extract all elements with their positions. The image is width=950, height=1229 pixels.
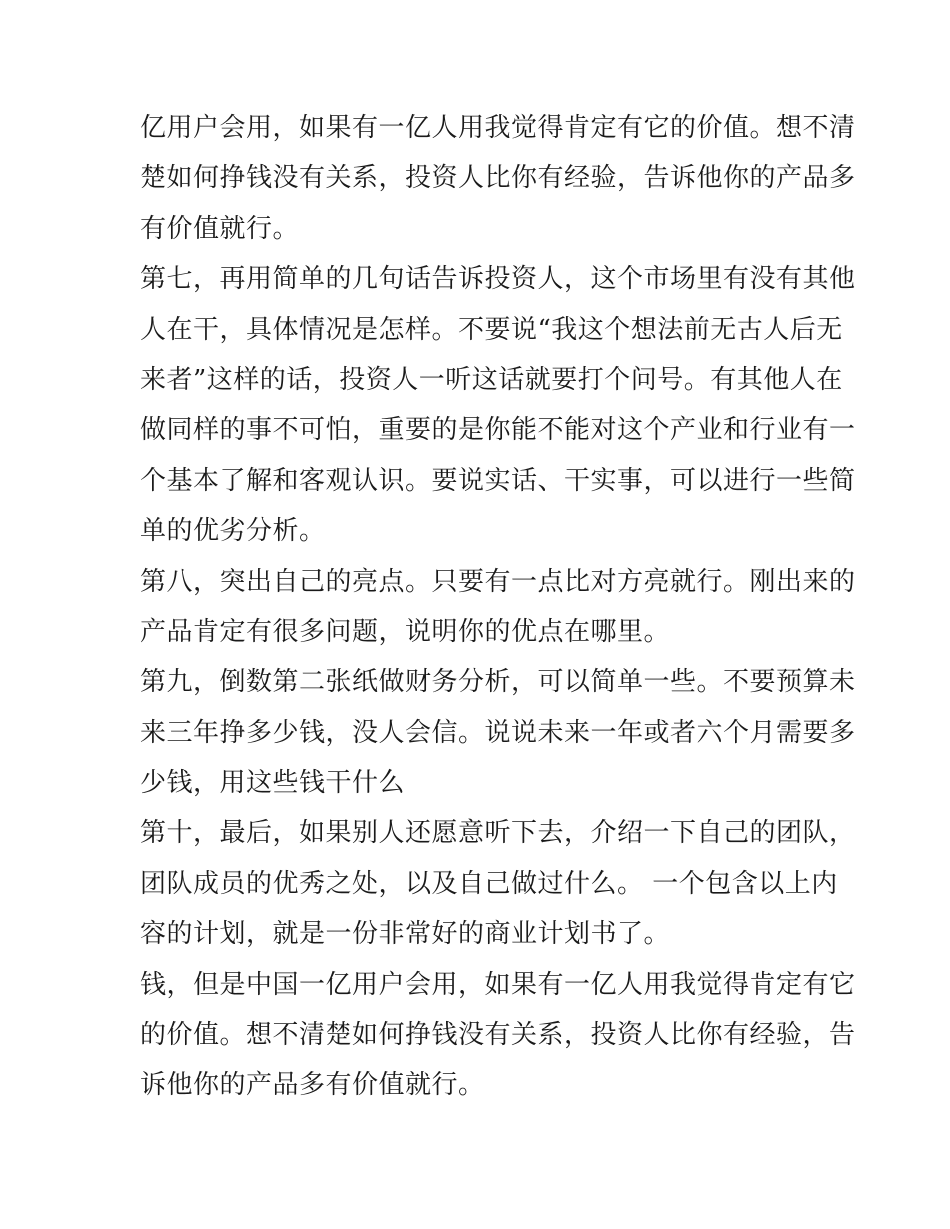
text-line: 产品肯定有很多问题，说明你的优点在哪里。 [140, 616, 671, 647]
text-line: 少钱，用这些钱干什么 [140, 768, 406, 799]
text-line: 个基本了解和客观认识。要说实话、干实事，可以进行一些简 [140, 465, 856, 496]
text-line: 团队成员的优秀之处，以及自己做过什么。 一个包含以上内 [140, 868, 838, 899]
text-line: 楚如何挣钱没有关系，投资人比你有经验，告诉他你的产品多 [140, 163, 856, 194]
text-line: 第九，倒数第二张纸做财务分析，可以简单一些。不要预算未 [140, 667, 856, 698]
text-line: 钱，但是中国一亿用户会用，如果有一亿人用我觉得肯定有它 [140, 969, 856, 1000]
paragraph-6 [140, 960, 856, 1111]
text-line: 做同样的事不可怕，重要的是你能不能对这个产业和行业有一 [140, 415, 856, 446]
paragraph-2 [140, 254, 856, 556]
document-body [140, 103, 856, 1111]
text-line: 有价值就行。 [140, 213, 300, 244]
text-line: 诉他你的产品多有价值就行。 [140, 1070, 485, 1101]
text-line: 第七，再用简单的几句话告诉投资人，这个市场里有没有其他 [140, 264, 856, 295]
text-line: 亿用户会用，如果有一亿人用我觉得肯定有它的价值。想不清 [140, 113, 856, 143]
text-line: 人在干，具体情况是怎样。不要说“我这个想法前无古人后无 [140, 314, 843, 345]
text-line: 容的计划，就是一份非常好的商业计划书了。 [140, 919, 671, 950]
text-line: 单的优劣分析。 [140, 516, 326, 547]
paragraph-1 [140, 103, 856, 254]
paragraph-4 [140, 657, 856, 808]
paragraph-3 [140, 557, 856, 658]
paragraph-5 [140, 808, 856, 959]
text-line: 第十，最后，如果别人还愿意听下去，介绍一下自己的团队， [140, 818, 856, 849]
text-line: 第八，突出自己的亮点。只要有一点比对方亮就行。刚出来的 [140, 566, 856, 597]
text-line: 的价值。想不清楚如何挣钱没有关系，投资人比你有经验，告 [140, 1020, 856, 1051]
text-line: 来三年挣多少钱，没人会信。说说未来一年或者六个月需要多 [140, 717, 856, 748]
text-line: 来者”这样的话，投资人一听这话就要打个问号。有其他人在 [140, 364, 843, 395]
